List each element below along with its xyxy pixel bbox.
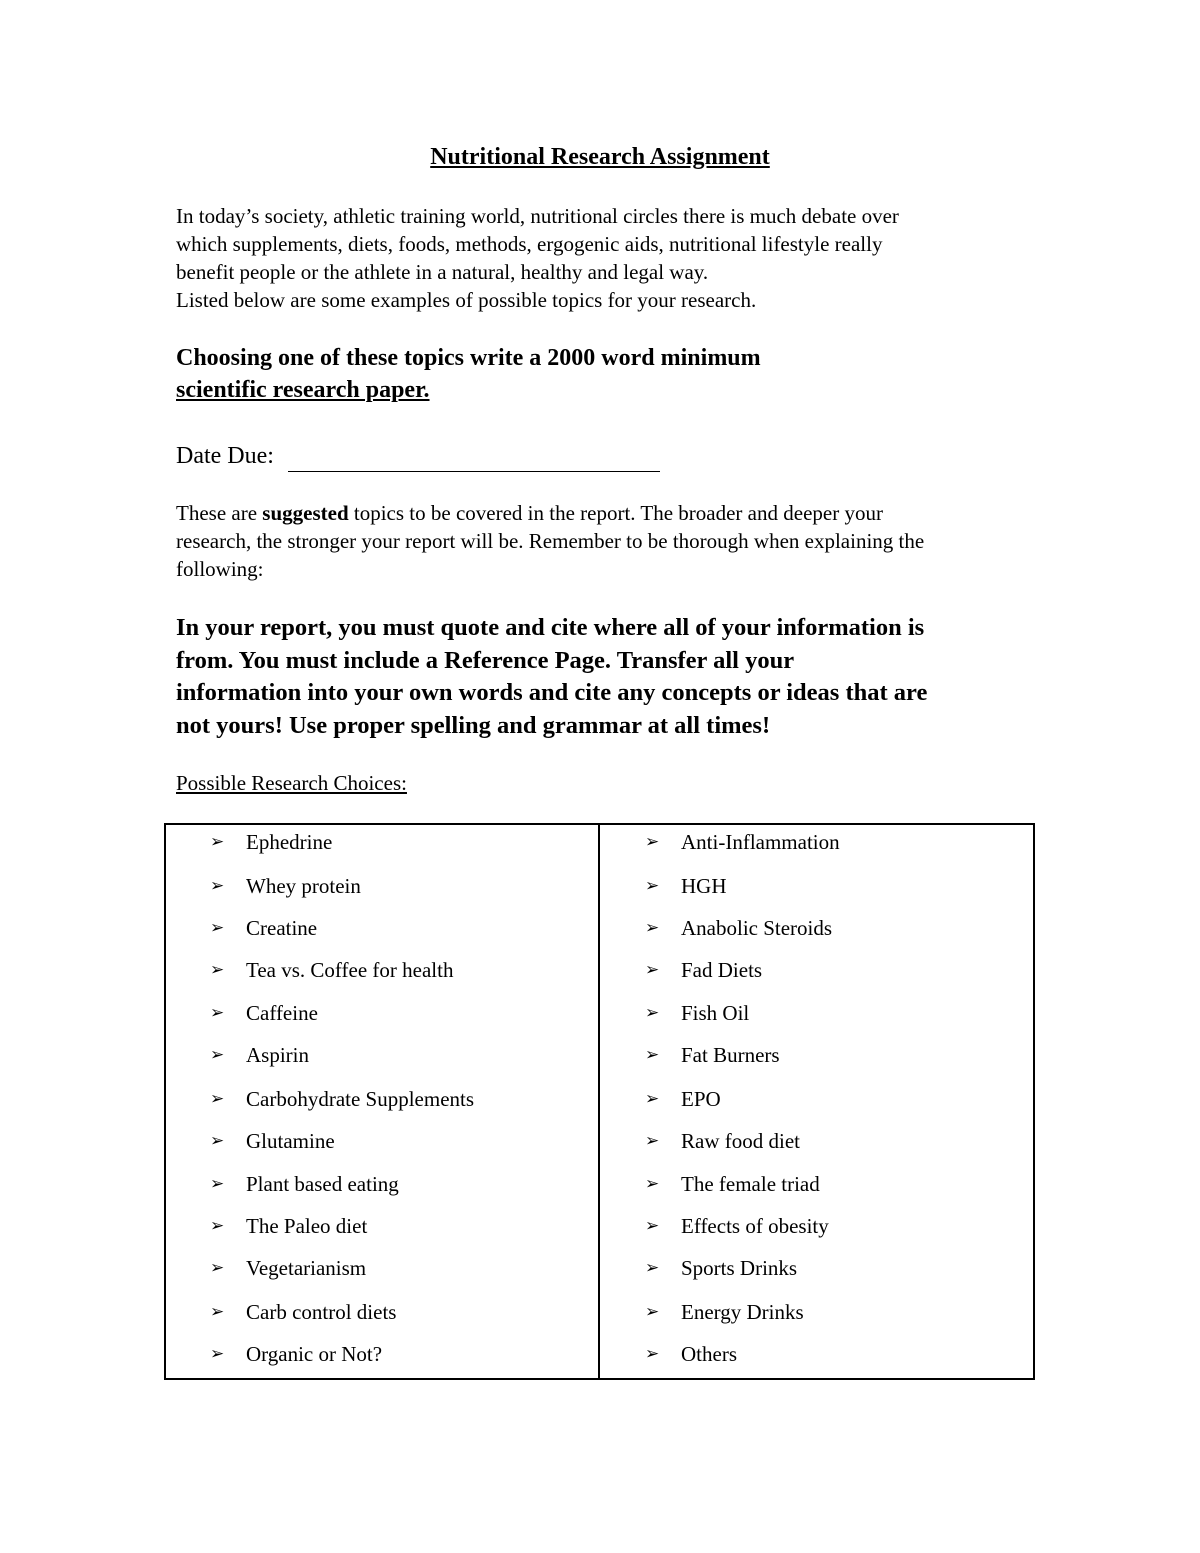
topic-label: Energy Drinks — [681, 1300, 804, 1324]
suggest-line: research, the stronger your report will be. Remember to be thorough when explaining the — [176, 529, 925, 553]
topic-label: Anabolic Steroids — [681, 916, 833, 940]
topic-item — [210, 1253, 366, 1283]
topic-label: Vegetarianism — [246, 1256, 367, 1280]
intro-line: benefit people or the athlete in a natural, healthy and legal way. — [176, 260, 709, 284]
topic-label: Whey protein — [246, 874, 361, 898]
topic-label: HGH — [681, 874, 727, 898]
arrow-bullet-icon: ➢ — [210, 1174, 225, 1194]
suggested-bold-word: suggested — [262, 501, 349, 525]
arrow-bullet-icon: ➢ — [210, 1089, 225, 1109]
topic-item — [645, 913, 832, 943]
suggested-topics-paragraph — [176, 499, 1056, 583]
topic-label: Fad Diets — [681, 958, 763, 982]
topic-label: Carb control diets — [246, 1300, 397, 1324]
topic-label: Others — [681, 1342, 737, 1366]
topic-item — [645, 1297, 804, 1327]
instruction-line-underlined: scientific research paper. — [176, 377, 430, 403]
arrow-bullet-icon: ➢ — [645, 918, 660, 938]
topic-item — [645, 1084, 721, 1114]
topics-column-left — [166, 825, 600, 1378]
topic-label: Sports Drinks — [681, 1256, 798, 1280]
topic-item — [210, 1084, 474, 1114]
arrow-bullet-icon: ➢ — [210, 918, 225, 938]
suggest-text: topics to be covered in the report. The broader and deeper your — [348, 501, 883, 525]
arrow-bullet-icon: ➢ — [645, 832, 660, 852]
topic-label: Caffeine — [246, 1001, 318, 1025]
citation-warning — [176, 612, 1056, 742]
choices-heading: Possible Research Choices: — [176, 771, 407, 795]
topic-item — [645, 827, 840, 857]
topic-item — [645, 1040, 780, 1070]
intro-paragraph — [176, 202, 1056, 314]
suggest-text: These are — [176, 501, 263, 525]
topic-item — [645, 998, 749, 1028]
topic-label: Plant based eating — [246, 1172, 399, 1196]
document-title: Nutritional Research Assignment — [430, 144, 770, 170]
suggest-line — [176, 499, 1056, 527]
warning-line: In your report, you must quote and cite where all of your information is — [176, 614, 925, 641]
arrow-bullet-icon: ➢ — [645, 1003, 660, 1023]
topic-item — [210, 1339, 382, 1369]
topic-label: Creatine — [246, 916, 318, 940]
arrow-bullet-icon: ➢ — [645, 960, 660, 980]
arrow-bullet-icon: ➢ — [645, 1089, 660, 1109]
topic-label: Tea vs. Coffee for health — [246, 958, 454, 982]
topic-item — [210, 998, 318, 1028]
arrow-bullet-icon: ➢ — [210, 1258, 225, 1278]
arrow-bullet-icon: ➢ — [210, 1045, 225, 1065]
topic-label: Raw food diet — [681, 1129, 800, 1153]
topic-label: Effects of obesity — [681, 1214, 829, 1238]
warning-line: from. You must include a Reference Page. Transfer all your — [176, 646, 795, 674]
topic-item — [210, 1211, 367, 1241]
topic-item — [210, 955, 453, 985]
topic-item — [210, 1126, 335, 1156]
intro-line: Listed below are some examples of possible topics for your research. — [176, 288, 757, 312]
topic-label: Ephedrine — [246, 830, 333, 854]
arrow-bullet-icon: ➢ — [645, 1344, 660, 1364]
topic-item — [645, 1169, 820, 1199]
topic-item — [210, 871, 361, 901]
topic-item — [645, 1253, 797, 1283]
topic-label: The female triad — [681, 1172, 820, 1196]
intro-line: which supplements, diets, foods, methods, ergogenic aids, nutritional lifestyle really — [176, 232, 883, 256]
topic-item — [645, 955, 762, 985]
topic-item — [645, 871, 727, 901]
topic-label: EPO — [681, 1087, 721, 1111]
topic-item — [645, 1339, 737, 1369]
topics-table — [164, 823, 1035, 1380]
topic-item — [210, 1040, 309, 1070]
topic-label: Aspirin — [246, 1043, 309, 1067]
topic-item — [210, 1297, 396, 1327]
topic-label: Glutamine — [246, 1129, 335, 1153]
arrow-bullet-icon: ➢ — [210, 1344, 225, 1364]
arrow-bullet-icon: ➢ — [645, 1045, 660, 1065]
topic-item — [210, 1169, 399, 1199]
suggest-line: following: — [176, 557, 264, 581]
warning-line: information into your own words and cite any concepts or ideas that are — [176, 679, 928, 706]
topic-label: Organic or Not? — [246, 1342, 383, 1366]
instruction-line: Choosing one of these topics write a 2000 word minimum — [176, 345, 761, 371]
intro-line: In today’s society, athletic training world, nutritional circles there is much debate over — [176, 204, 899, 228]
topic-item — [210, 827, 332, 857]
arrow-bullet-icon: ➢ — [645, 1131, 660, 1151]
topic-label: Fat Burners — [681, 1043, 780, 1067]
date-due-row — [176, 440, 660, 472]
topic-item — [210, 913, 317, 943]
arrow-bullet-icon: ➢ — [210, 1302, 225, 1322]
date-due-label: Date Due: — [176, 443, 274, 469]
topic-label: Carbohydrate Supplements — [246, 1087, 475, 1111]
topic-item — [645, 1126, 800, 1156]
topics-column-right — [600, 825, 1033, 1378]
assignment-instruction — [176, 342, 1056, 406]
warning-line: not yours! Use proper spelling and grammar at all times! — [176, 711, 771, 739]
topic-label: Anti-Inflammation — [681, 830, 840, 854]
topic-label: Fish Oil — [681, 1001, 750, 1025]
arrow-bullet-icon: ➢ — [645, 1302, 660, 1322]
arrow-bullet-icon: ➢ — [645, 1258, 660, 1278]
arrow-bullet-icon: ➢ — [210, 1131, 225, 1151]
arrow-bullet-icon: ➢ — [210, 1003, 225, 1023]
date-due-blank — [288, 445, 660, 472]
arrow-bullet-icon: ➢ — [210, 876, 225, 896]
arrow-bullet-icon: ➢ — [210, 960, 225, 980]
arrow-bullet-icon: ➢ — [210, 832, 225, 852]
arrow-bullet-icon: ➢ — [645, 1174, 660, 1194]
topic-item — [645, 1211, 829, 1241]
arrow-bullet-icon: ➢ — [645, 1216, 660, 1236]
arrow-bullet-icon: ➢ — [210, 1216, 225, 1236]
arrow-bullet-icon: ➢ — [645, 876, 660, 896]
topic-label: The Paleo diet — [246, 1214, 368, 1238]
